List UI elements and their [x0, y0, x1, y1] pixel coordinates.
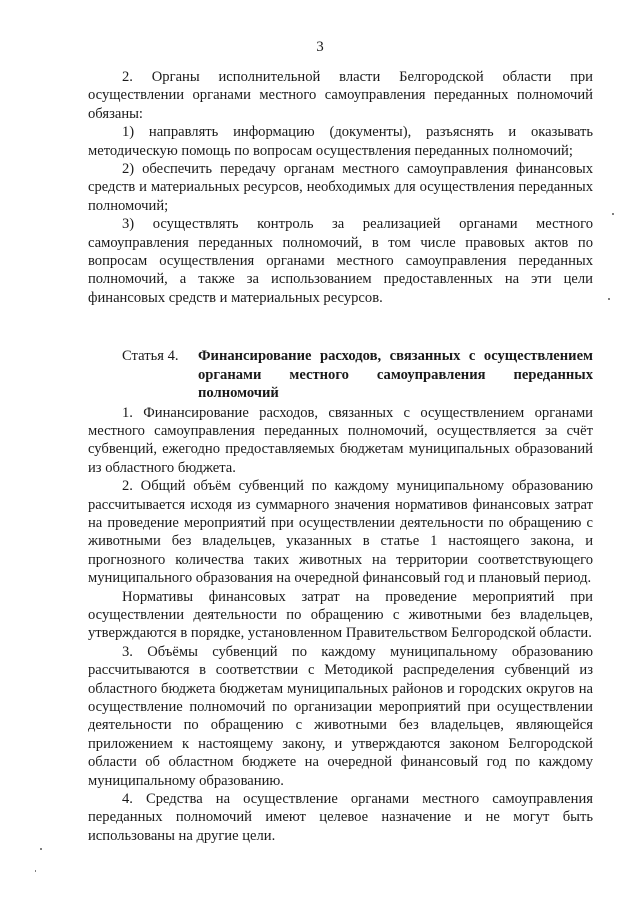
page-number: 3 — [316, 39, 324, 55]
scan-speck — [608, 298, 610, 300]
section-2-item-2: 2) обеспечить передачу органам местного самоуправления финансовых средств и материальных ресурсов, необходимых для осуществления переданных полномочий; — [88, 161, 593, 214]
article-paragraph-norms: Нормативы финансовых затрат на проведение мероприятий при осуществлении деятельности по обращению с животными без владельцев, утверждаются в порядке, установленном Правительством Белгородской области. — [88, 588, 593, 642]
article-paragraph-4: 4. Средства на осуществление органами местного самоуправления переданных полномочий имеют целевое назначение и не могут быть использованы на другие цели. — [88, 791, 593, 844]
section-2-item-3: 3) осуществлять контроль за реализацией органами местного самоуправления переданных полномочий, в том числе правовых актов по вопросам осуществления органами местного самоуправления переданных полномочий, а также за использованием предоставленных на эти цели финансовых средств и материальных ресурсов. — [88, 216, 593, 306]
scan-speck — [35, 870, 36, 872]
article-label: Статья 4. — [122, 348, 179, 365]
article-title: Финансирование расходов, связанных с осуществлением органами местного самоуправления переданных полномочий — [198, 348, 593, 402]
scan-speck — [40, 848, 42, 850]
article-4 — [88, 347, 593, 845]
document-body — [88, 68, 593, 845]
article-heading — [88, 347, 593, 402]
section-2-item-1: 1) направлять информацию (документы), разъяснять и оказывать методическую помощь по вопросам осуществления переданных полномочий; — [88, 124, 593, 159]
scan-speck — [612, 213, 614, 215]
article-paragraph-1: 1. Финансирование расходов, связанных с осуществлением органами местного самоуправления переданных полномочий, осуществляется за счёт субвенций, ежегодно предоставляемых бюджетам муниципальных образований из областного бюджета. — [88, 404, 593, 476]
article-paragraph-3: 3. Объёмы субвенций по каждому муниципальному образованию рассчитываются в соответствии с Методикой распределения субвенций из областного бюджета бюджетам муниципальных районов и городских округов на осуществление полномочий по организации мероприятий при осуществлении деятельности по обращению с животными без владельцев, являющейся приложением к настоящему закону, и утверждаются законом Белгородской области об областном бюджете на очередной финансовый год по каждому муниципальному образованию. — [88, 643, 593, 789]
section-gap — [88, 307, 593, 347]
section-2 — [88, 68, 593, 307]
section-2-intro: 2. Органы исполнительной власти Белгородской области при осуществлении органами местного самоуправления переданных полномочий обязаны: — [88, 69, 593, 122]
article-paragraph-2: 2. Общий объём субвенций по каждому муниципальному образованию рассчитывается исходя из суммарного значения нормативов финансовых затрат на проведение мероприятий при осуществлении деятельности по обращению с животными без владельцев, указанных в статье 1 настоящего закона, и прогнозного количества таких животных на территории соответствующего муниципального образования на очередной финансовый год и плановый период. — [88, 478, 593, 587]
